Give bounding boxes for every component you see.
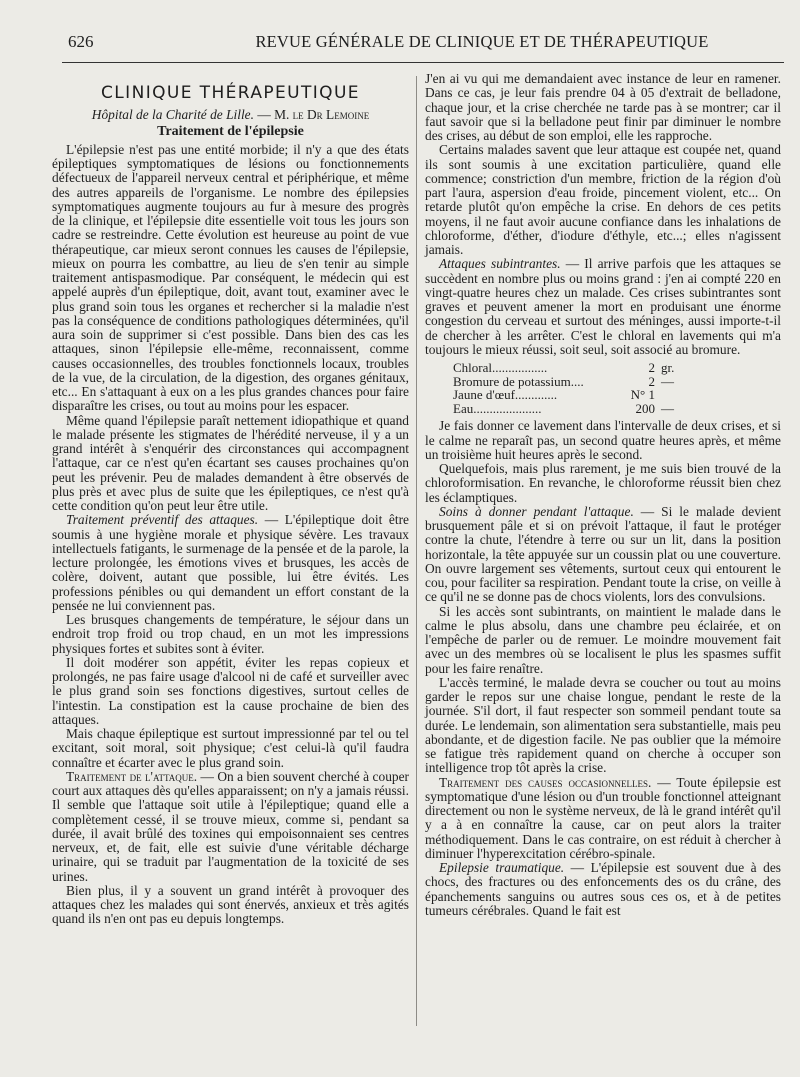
paragraph: Je fais donner ce lavement dans l'intervalle de deux crises, et si le calme ne reparaît pas, un second quatre heures après, et même un troisième huit heures après le second. <box>425 418 781 462</box>
recipe-unit <box>661 388 701 402</box>
byline-institution: Hôpital de la Charité de Lille. <box>91 107 254 123</box>
subheading-occasionnelles: Traitement des causes occasionnelles. <box>439 774 652 790</box>
paragraph: Quelquefois, mais plus rarement, je me suis bien trouvé de la chloroformisation. En revanche, le chloroforme réussit bien chez les éclamptiques. <box>425 461 781 505</box>
right-column <box>425 72 781 918</box>
attaque-text: — On a bien souvent cherché à couper court aux attaques dès qu'elles apparaissent; on n'y a jamais réussi. Il semble que l'attaque soit utile à l'épileptique; quand elle a complètement cessé, il se trouve mieux, comme si, pendant sa durée, il avait brûlé des toxines qui empoisonnaient ses centres nerveux, et, de fait, elle est suivie d'une véritable décharge urinaire, qui se traduit par l'augmentation de la toxicité de ses urines. <box>52 768 409 884</box>
subheading-traumatique: Epilepsie traumatique. <box>439 860 565 876</box>
paragraph: Si les accès sont subintrants, on maintient le malade dans le calme le plus absolu, dans une chambre peu éclairée, et on l'empêche de parler ou de remuer. Le moindre mouvement fait avec un des membres où se localisent le plus les spasmes suffit pour les faire renaître. <box>425 603 781 676</box>
recipe-name: Chloral................. <box>453 360 548 375</box>
recipe-name: Eau..................... <box>453 400 542 416</box>
subheading-preventif: Traitement préventif des attaques. <box>66 512 259 528</box>
recipe-row <box>453 402 701 416</box>
section-heading: CLINIQUE THÉRAPEUTIQUE <box>101 83 360 103</box>
running-head <box>62 30 782 54</box>
recipe-unit: — <box>661 400 674 416</box>
paragraph: Mais chaque épileptique est surtout impressionné par tel ou tel excitant, soit moral, soit physique; c'est celui-là qu'il faudra connaître et écarter avec le plus grand soin. <box>52 726 409 770</box>
paragraph: Bien plus, il y a souvent un grand intérêt à provoquer des attaques chez les malades qui sont énervés, anxieux et très agités quand ils n'en ont pas eu depuis longtemps. <box>52 882 409 927</box>
paragraph: J'en ai vu qui me demandaient avec instance de leur en ramener. Dans ce cas, je leur fais prendre 04 à 05 d'extrait de belladone, chaque jour, et la crise cherchée ne tarde pas à se montrer; car il faut savoir que si la belladone peut finir par diminuer le nombre des crises, au début de son emploi, elle les rapproche. <box>425 71 781 143</box>
paragraph-attaque <box>52 770 409 884</box>
recipe-row <box>453 375 701 389</box>
soins-text: — Si le malade devient brusquement pâle et si on prévoit l'attaque, il faut le protéger contre la chute, l'étendre à terre ou sur un lit, dans la position horizontale, la tête appuyée sur un coussin plat ou une couverture. On ouvre largement ses vêtements, surtout ceux qui entourent le cou, pour faciliter sa respiration. Pendant toute la crise, on veille à ce qu'il ne se donne pas de chocs violents, lors des convulsions. <box>425 503 781 605</box>
page-number: 626 <box>68 32 94 51</box>
recipe-row <box>453 388 701 402</box>
recipe-qty: 2 <box>648 360 655 375</box>
journal-title: REVUE GÉNÉRALE DE CLINIQUE ET DE THÉRAPEUTIQUE <box>255 32 709 51</box>
recipe-row <box>453 361 701 375</box>
recipe-qty: 2 <box>648 373 655 389</box>
subheading-subintrantes: Attaques subintrantes. <box>439 256 561 272</box>
recipe-qty: N° 1 <box>630 387 655 403</box>
header-rule <box>62 62 784 63</box>
paragraph-preventif <box>52 513 409 613</box>
byline <box>52 108 409 122</box>
paragraph-traumatique <box>425 861 781 918</box>
preventif-text: — L'épileptique doit être soumis à une hygiène morale et physique sévère. Les travaux intellectuels fatigants, le surmenage de la pensée et de la parole, la lecture prolongée, les émotions vives et brusques, les accès de colère, doivent, autant que possible, lui être évités. Les professions pénibles ou qui demandent un effort constant de la pensée ne lui conviennent pas. <box>52 512 409 613</box>
recipe-unit: — <box>661 373 674 389</box>
paragraph: Certains malades savent que leur attaque est coupée net, quand ils sont soumis à une excitation particulière, quand elle commence; constriction d'un membre, friction de la région d'où part l'aura, aspersion d'eau froide, pincement violent, etc... On retarde plutôt qu'on empêche la crise. En dehors de ces petits moyens, il ne faut avoir aucune confiance dans les inhalations de chloroforme, d'éther, d'iodure d'éthyle, etc...; elles n'agissent jamais. <box>425 142 781 257</box>
recipe-name: Jaune d'œuf............. <box>453 387 558 403</box>
column-divider <box>416 76 417 1026</box>
recipe-qty: 200 <box>635 400 655 416</box>
subintrantes-text: — Il arrive parfois que les attaques se succèdent en nombre plus ou moins grand : j'en ai compté 220 en vingt-quatre heures chez un malade. Ces crises subintrantes sont graves et peuvent amener la mort en produisant une énorme congestion du cerveau et surtout des méninges, aussi importe-t-il de chercher à les arrêter. C'est le chloral en lavements qui m'a toujours le mieux réussi, soit seul, soit associé au bromure. <box>425 256 781 357</box>
subheading-attaque: Traitement de l'attaque. <box>66 768 198 784</box>
paragraph-subintrantes <box>425 257 781 357</box>
traumatique-text: — L'épilepsie est souvent due à des chocs, des fractures ou des enfoncements des os du crâne, des épanchements sanguins ou autres sous ces os, et à de petites tumeurs cérébrales. Quand le fait est <box>425 860 781 918</box>
paragraph: Les brusques changements de température, le séjour dans un endroit trop froid ou trop chaud, en un mot les impressions physiques fortes et subites sont à éviter. <box>52 612 409 656</box>
recipe-unit: gr. <box>661 360 675 375</box>
byline-separator: — <box>253 107 275 123</box>
subheading-soins: Soins à donner pendant l'attaque. <box>439 503 634 519</box>
paragraph: L'accès terminé, le malade devra se coucher ou tout au moins garder le repos sur une chaise longue, pendant le reste de la journée. S'il dort, il faut respecter son sommeil pendant toute sa durée. Le lendemain, son alimentation sera substantielle, mais peu abondante, et de digestion facile. Ne pas oublier que la mémoire se fatigue très rapidement quand on cherche à occuper son intelligence trop tôt après la crise. <box>425 674 781 776</box>
paragraph-occasionnelles <box>425 776 781 862</box>
recipe-name: Bromure de potassium.... <box>453 373 584 389</box>
paragraph: Même quand l'épilepsie paraît nettement idiopathique et quand le malade présente les stigmates de l'hérédité nerveuse, il y a un grand intérêt à s'enquérir des circonstances qui accompagnent l'attaque, car ce n'est qu'en écartant ses causes prochaines qu'on peut les prévenir. Peu de malades demandent à être observés de plus près et avec plus de suite que les épileptiques, ce n'est qu'à cette condition qu'on peut leur être utile. <box>52 412 409 513</box>
recipe-table <box>453 361 701 415</box>
byline-author: M. le Dr Lemoine <box>274 107 370 123</box>
article-title: Traitement de l'épilepsie <box>157 123 304 139</box>
left-column <box>52 68 409 927</box>
paragraph: Il doit modérer son appétit, éviter les repas copieux et prolongés, ne pas faire usage d'alcool ni de café et surveiller avec le plus grand soin ses fonctions digestives, surtout celles de l'intestin. La constipation est la cause prochaine de bien des attaques. <box>52 654 409 727</box>
occasionnelles-text: — Toute épilepsie est symptomatique d'une lésion ou d'un trouble fonctionnel atteignant directement ou non le système nerveux, de là le grand intérêt qu'il y a à en connaître la cause, car on peut alors la traiter méthodiquement. Dans le cas contraire, on est réduit à chercher à diminuer l'hyperexcitation cérébro-spinale. <box>425 774 781 861</box>
paragraph-soins <box>425 505 781 605</box>
paragraph: L'épilepsie n'est pas une entité morbide; il n'y a que des états épileptiques symptomatiques de lésions ou fonctionnements défectueux de l'appareil nerveux central et périphérique, et même des autres appareils de l'organisme. Le nombre des épilepsies symptomatiques augmente toujours au fur à mesure des progrès de la clinique, et l'épilepsie dite essentielle voit tous les jours son cadre se restreindre. Cette évolution est heureuse au point de vue thérapeutique, car mieux seront connues les causes de l'épilepsie, mieux on pourra les combattre, au lieu de s'en tenir au simple traitement antispasmodique. Par conséquent, le médecin qui est appelé auprès d'un épileptique, doit, avant tout, examiner avec le plus grand soin tous les organes et rechercher si la maladie n'est pas la conséquence de conditions pathologiques déterminées, qu'il aura soin de supprimer si c'est possible. Dans bien des cas les attaques, sinon l'épilepsie elle-même, reconnaissent, comme causes occasionnelles, des troubles fonctionnels locaux, troubles de la vue, de la circulation, de la digestion, des organes génitaux, etc... En s'attaquant à eux on a les plus grandes chances pour faire disparaître les crises, ou tout au moins pour les espacer. <box>52 141 409 414</box>
